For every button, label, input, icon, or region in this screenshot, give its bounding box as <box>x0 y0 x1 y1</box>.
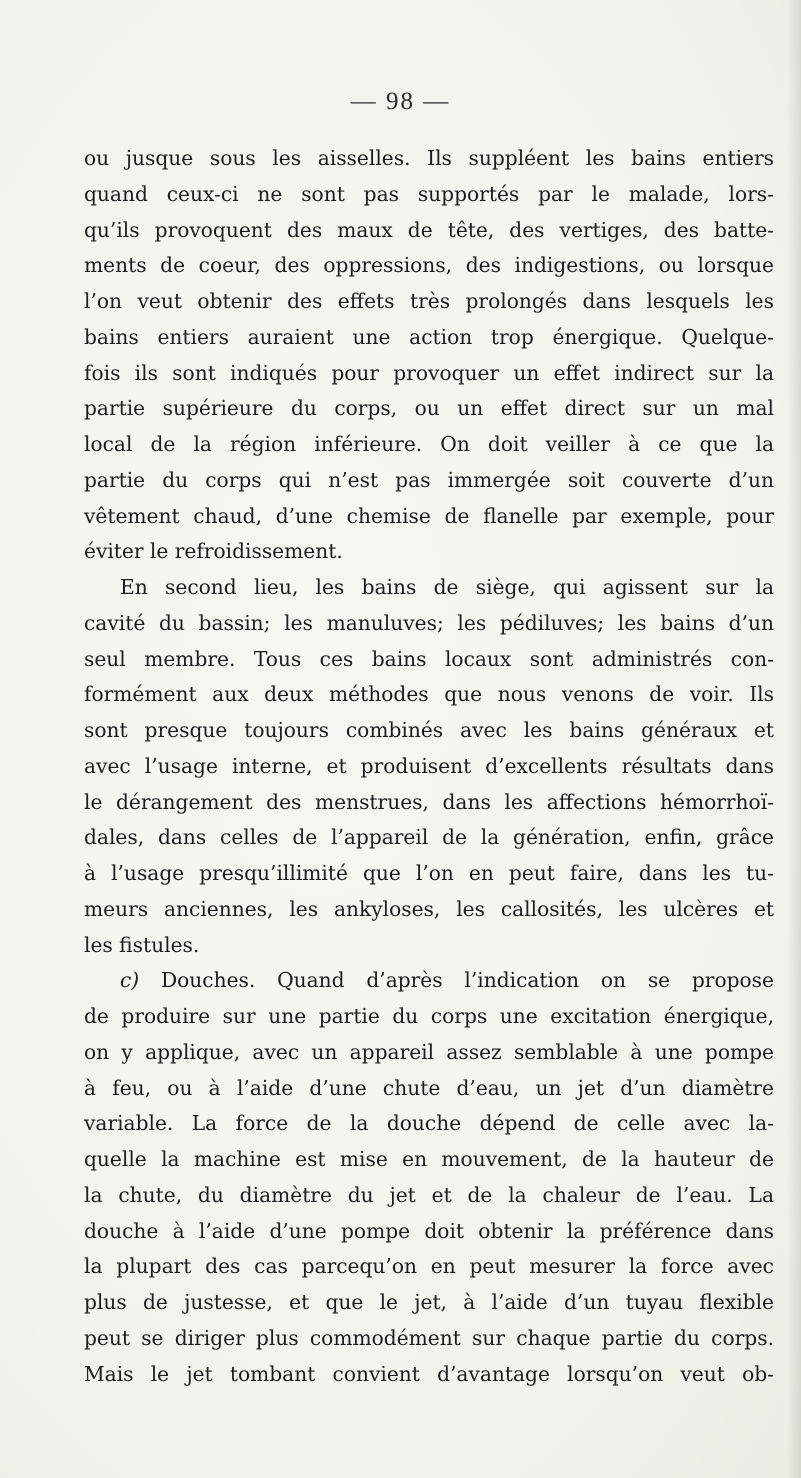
text-line: formément aux deux méthodes que nous venons de voir. Ils <box>84 682 774 707</box>
text-line: partie du corps qui n’est pas immergée soit couverte d’un <box>84 467 774 492</box>
text-line: dales, dans celles de l’appareil de la génération, enfin, grâce <box>84 825 774 850</box>
text-line: variable. La force de la douche dépend de celle avec la- <box>84 1111 774 1136</box>
text-line: la plupart des cas parcequ’on en peut mesurer la force avec <box>84 1254 774 1279</box>
text-line: de produire sur une partie du corps une excitation énergique, <box>84 1004 774 1028</box>
text-line: local de la région inférieure. On doit veiller à ce que la <box>84 432 774 456</box>
text-line: quand ceux-ci ne sont pas supportés par le malade, lors- <box>84 181 774 206</box>
text-line: cavité du bassin; les manuluves; les pédiluves; les bains d’un <box>84 610 774 635</box>
text-line: douche à l’aide d’une pompe doit obtenir la préférence dans <box>84 1218 774 1243</box>
text-line: vêtement chaud, d’une chemise de flanelle par exemple, pour <box>84 503 774 528</box>
text-line: le dérangement des menstrues, dans les affections hémorrhoï- <box>84 789 774 814</box>
section-heading-line <box>84 963 774 999</box>
text-line: meurs anciennes, les ankyloses, les callosités, les ulcères et <box>84 896 774 921</box>
text-line: les fistules. <box>84 932 200 957</box>
page-edge-shadow <box>787 0 801 1478</box>
text-line: plus de justesse, et que le jet, à l’aide d’un tuyau flexible <box>84 1290 774 1314</box>
text-line: l’on veut obtenir des effets très prolongés dans lesquels les <box>84 289 774 313</box>
text-line: Mais le jet tombant convient d’avantage lorsqu’on veut ob- <box>84 1361 774 1386</box>
text-line: sont presque toujours combinés avec les bains généraux et <box>84 718 774 742</box>
text-line: qu’ils provoquent des maux de tête, des vertiges, des batte- <box>84 217 774 242</box>
section-marker: c) <box>120 968 140 993</box>
text-line: quelle la machine est mise en mouvement, de la hauteur de <box>84 1147 774 1171</box>
text-line: ments de coeur, des oppressions, des indigestions, ou lorsque <box>84 253 774 278</box>
text-line: éviter le refroidissement. <box>84 539 343 564</box>
text-line: En second lieu, les bains de siège, qui agissent sur la <box>120 575 774 599</box>
text-line: partie supérieure du corps, ou un effet direct sur un mal <box>84 396 774 421</box>
text-line: à l’usage presqu’illimité que l’on en peut faire, dans les tu- <box>84 861 774 885</box>
page-number: — 98 — <box>350 88 451 115</box>
text-line: fois ils sont indiqués pour provoquer un effet indirect sur la <box>84 360 774 385</box>
text-line: bains entiers auraient une action trop énergique. Quelque- <box>84 324 774 349</box>
text-line: on y applique, avec un appareil assez semblable à une pompe <box>84 1039 774 1064</box>
text-line: à feu, ou à l’aide d’une chute d’eau, un jet d’un diamètre <box>84 1075 774 1100</box>
text-line: peut se diriger plus commodément sur chaque partie du corps. <box>84 1325 774 1350</box>
text-line: avec l’usage interne, et produisent d’excellents résultats dans <box>84 753 774 778</box>
section-text: Douches. Quand d’après l’indication on se propose <box>160 968 774 993</box>
text-line: ou jusque sous les aisselles. Ils suppléent les bains entiers <box>84 146 774 170</box>
body-text <box>84 141 774 1392</box>
text-line: seul membre. Tous ces bains locaux sont administrés con- <box>84 646 774 671</box>
text-line: la chute, du diamètre du jet et de la chaleur de l’eau. La <box>84 1182 774 1207</box>
